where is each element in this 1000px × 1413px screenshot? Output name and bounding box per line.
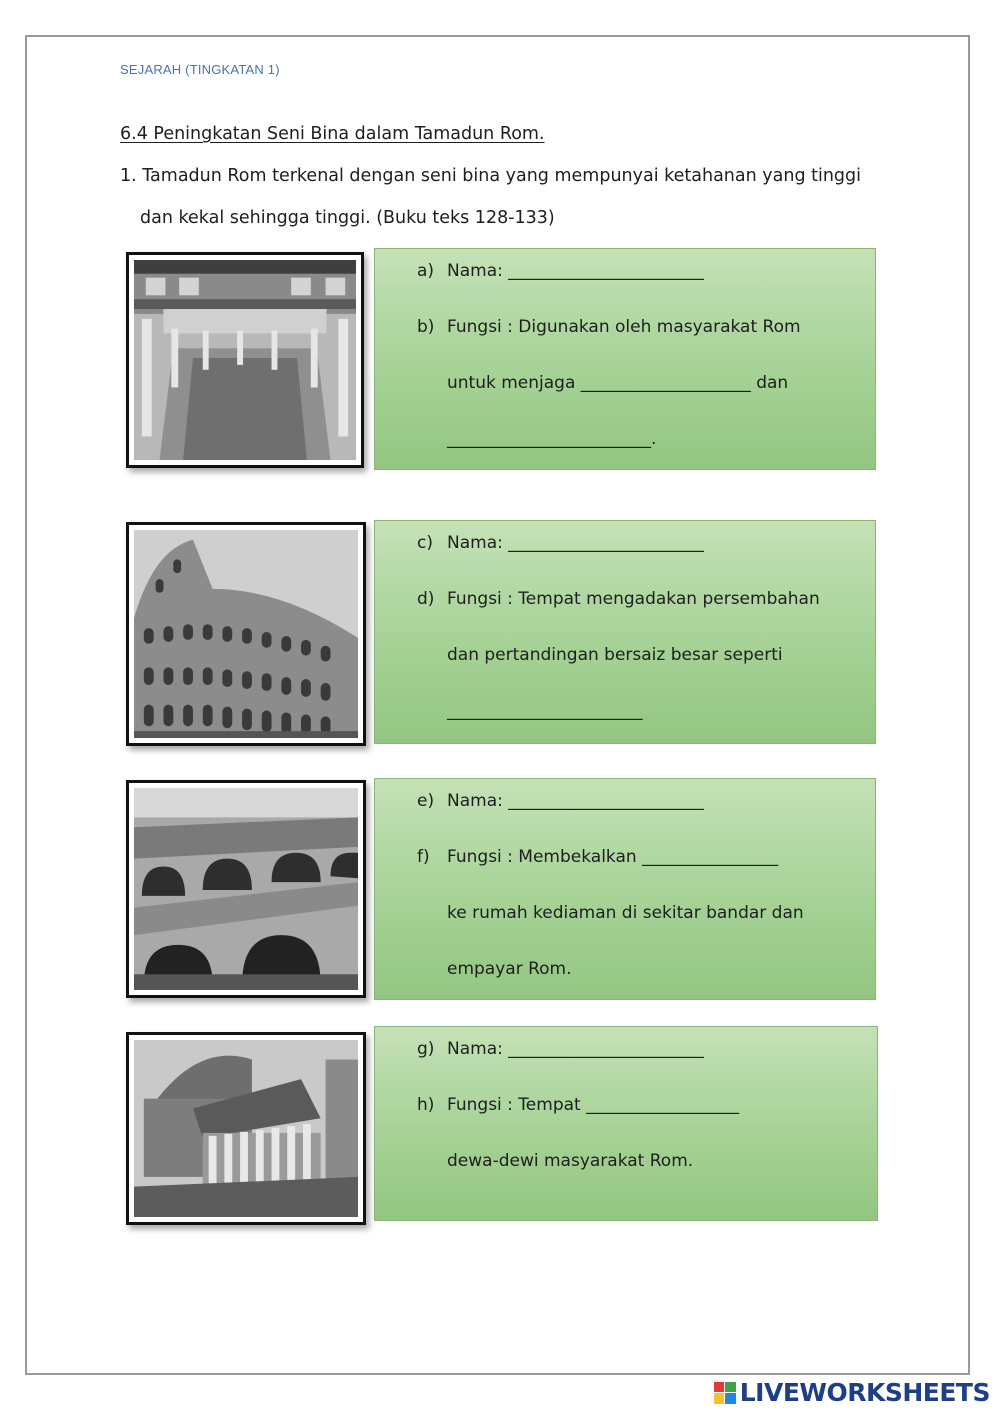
roman-bath-photo — [126, 252, 364, 468]
question-card-2 — [374, 520, 876, 744]
pantheon-photo — [126, 1032, 366, 1225]
card-row: e) Nama: _______________________ — [417, 791, 704, 811]
card-row: h) Fungsi : Tempat __________________ — [417, 1095, 740, 1115]
function-blank[interactable]: Fungsi : Tempat __________________ — [447, 1095, 740, 1115]
name-blank[interactable]: Nama: _______________________ — [447, 261, 704, 281]
card-row: a) Nama: _______________________ — [417, 261, 704, 281]
section-title: 6.4 Peningkatan Seni Bina dalam Tamadun Rom. — [120, 124, 545, 144]
page-header: SEJARAH (TINGKATAN 1) — [120, 62, 280, 77]
liveworksheets-brand[interactable] — [714, 1378, 990, 1407]
card-row: g) Nama: _______________________ — [417, 1039, 704, 1059]
question-text: 1. Tamadun Rom terkenal dengan seni bina yang mempunyai ketahanan yang tinggi — [120, 166, 862, 186]
brand-text: LIVEWORKSHEETS — [739, 1378, 990, 1407]
card-row: c) Nama: _______________________ — [417, 533, 704, 553]
function-blank[interactable]: untuk menjaga ____________________ dan — [447, 373, 789, 393]
card-row-cont: ke rumah kediaman di sekitar bandar dan — [447, 903, 804, 923]
card-row-cont: dan pertandingan bersaiz besar seperti — [447, 645, 783, 665]
question-text-cont: dan kekal sehingga tinggi. (Buku teks 128-133) — [140, 208, 555, 228]
function-blank[interactable]: _______________________ — [447, 701, 643, 721]
question-card-4 — [374, 1026, 878, 1221]
name-blank[interactable]: Nama: _______________________ — [447, 1039, 704, 1059]
name-blank[interactable]: Nama: _______________________ — [447, 791, 704, 811]
colosseum-photo — [126, 522, 366, 746]
question-card-1 — [374, 248, 876, 470]
function-blank[interactable]: ________________________. — [447, 429, 657, 449]
question-card-3 — [374, 778, 876, 1000]
liveworksheets-logo-icon — [714, 1382, 736, 1404]
name-blank[interactable]: Nama: _______________________ — [447, 533, 704, 553]
card-row: b) Fungsi : Digunakan oleh masyarakat Rom — [417, 317, 801, 337]
card-row: d) Fungsi : Tempat mengadakan persembahan — [417, 589, 820, 609]
function-blank[interactable]: Fungsi : Membekalkan ________________ — [447, 847, 779, 867]
card-row-cont: empayar Rom. — [447, 959, 572, 979]
card-row-cont: dewa-dewi masyarakat Rom. — [447, 1151, 694, 1171]
aqueduct-photo — [126, 780, 366, 998]
card-row: f) Fungsi : Membekalkan ________________ — [417, 847, 779, 867]
